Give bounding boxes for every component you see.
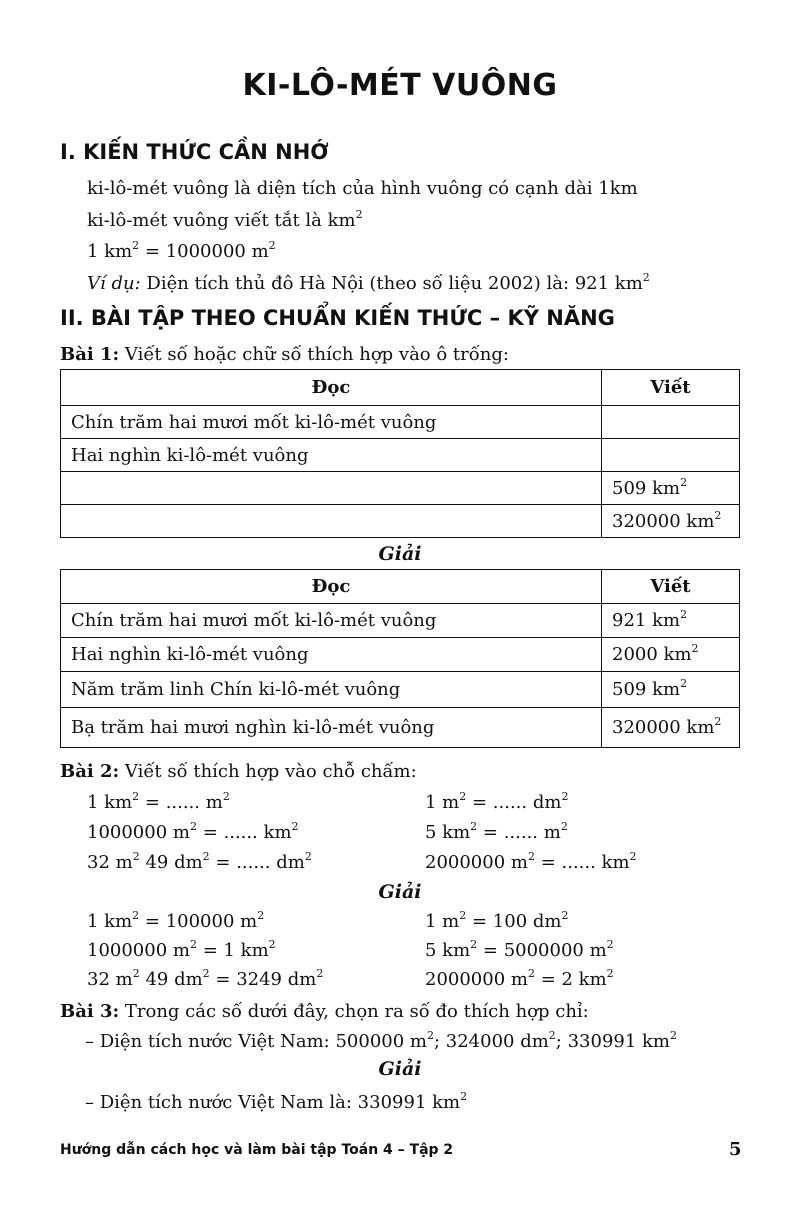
table-row [61,708,740,748]
header-viet: Viết [602,370,740,406]
cell-viet: 2000 $km^2$ [602,638,740,672]
cell-viet: 921 $km^2$ [602,604,740,638]
cell-doc: Bạ trăm hai mươi nghìn ki-lô-mét vuông [61,708,602,748]
exercise-2-a-r3c1: 32 $m^2$ 49 $dm^2 = 3249$ $dm^2$ [87,967,324,990]
cell-viet [602,406,740,439]
cell-viet: 320000 $km^2$ [602,708,740,748]
example-line: Ví dụ: Diện tích thủ đô Hà Nội (theo số liệu 2002) là: 921 $km^2$ [87,271,650,294]
exercise-3-prompt: Bài 3: Trong các số dưới đây, chọn ra số đo thích hợp chỉ: [60,1001,589,1022]
exercise-2-q-r1c2: 1 $m^2$ = ...... $dm^2$ [425,790,569,813]
exercise-2-a-r2c2: 5 $km^2 = 5000000$ $m^2$ [425,938,614,961]
exercise-1-prompt: Bài 1: Viết số hoặc chữ số thích hợp vào ô trống: [60,344,509,365]
section-heading-2: II. BÀI TẬP THEO CHUẨN KIẾN THỨC – KỸ NĂNG [60,306,615,330]
exercise-2-a-r1c1: 1 $km^2 = 100000$ $m^2$ [87,909,265,932]
table-row [61,604,740,638]
cell-viet: 509 $km^2$ [602,672,740,708]
cell-viet: 509 $km^2$ [602,472,740,505]
table-row [61,638,740,672]
page-title: KI-LÔ-MÉT VUÔNG [242,68,558,103]
cell-viet [602,439,740,472]
cell-doc: Chín trăm hai mươi mốt ki-lô-mét vuông [61,604,602,638]
header-doc: Đọc [61,570,602,604]
exercise-1-table [60,369,740,538]
solution-label-1: Giải [378,543,422,565]
exercise-3-answer: – Diện tích nước Việt Nam là: 330991 $km^2$ [85,1090,468,1113]
exercise-2-q-r3c1: 32 $m^2$ 49 $dm^2$ = ...... $dm^2$ [87,850,312,873]
cell-doc [61,505,602,538]
table-row [61,505,740,538]
exercise-2-q-r3c2: 2000000 $m^2$ = ...... $km^2$ [425,850,637,873]
exercise-2-a-r1c2: 1 $m^2 = 100$ $dm^2$ [425,909,569,932]
header-viet: Viết [602,570,740,604]
exercise-2-q-r2c2: 5 $km^2$ = ...... $m^2$ [425,820,568,843]
cell-doc: Chín trăm hai mươi mốt ki-lô-mét vuông [61,406,602,439]
solution-label-2: Giải [378,881,422,903]
exercise-1-answer-table [60,569,740,748]
exercise-3-question: – Diện tích nước Việt Nam: 500000 $m^2$; 324000 $dm^2$; 330991 $km^2$ [85,1029,677,1052]
header-doc: Đọc [61,370,602,406]
section-heading-1: I. KIẾN THỨC CẦN NHỚ [60,140,329,164]
page-number: 5 [729,1139,742,1160]
cell-doc: Hai nghìn ki-lô-mét vuông [61,638,602,672]
theory-line-1: ki-lô-mét vuông là diện tích của hình vuông có cạnh dài 1km [87,178,638,199]
table-row [61,406,740,439]
table-row [61,472,740,505]
theory-line-2: ki-lô-mét vuông viết tắt là $km^2$ [87,208,363,231]
exercise-2-q-r2c1: 1000000 $m^2$ = ...... $km^2$ [87,820,299,843]
table-header-row [61,370,740,406]
solution-label-3: Giải [378,1058,422,1080]
table-row [61,439,740,472]
exercise-2-a-r2c1: 1000000 $m^2 = 1$ $km^2$ [87,938,276,961]
footer-text: Hướng dẫn cách học và làm bài tập Toán 4 – Tập 2 [60,1142,454,1158]
cell-doc [61,472,602,505]
cell-doc: Năm trăm linh Chín ki-lô-mét vuông [61,672,602,708]
table-row [61,672,740,708]
theory-line-3: 1 $km^2 = 1000000$ $m^2$ [87,239,276,262]
exercise-2-prompt: Bài 2: Viết số thích hợp vào chỗ chấm: [60,761,417,782]
cell-doc: Hai nghìn ki-lô-mét vuông [61,439,602,472]
exercise-2-q-r1c1: 1 $km^2$ = ...... $m^2$ [87,790,230,813]
exercise-2-a-r3c2: 2000000 $m^2 = 2$ $km^2$ [425,967,614,990]
table-header-row [61,570,740,604]
cell-viet: 320000 $km^2$ [602,505,740,538]
